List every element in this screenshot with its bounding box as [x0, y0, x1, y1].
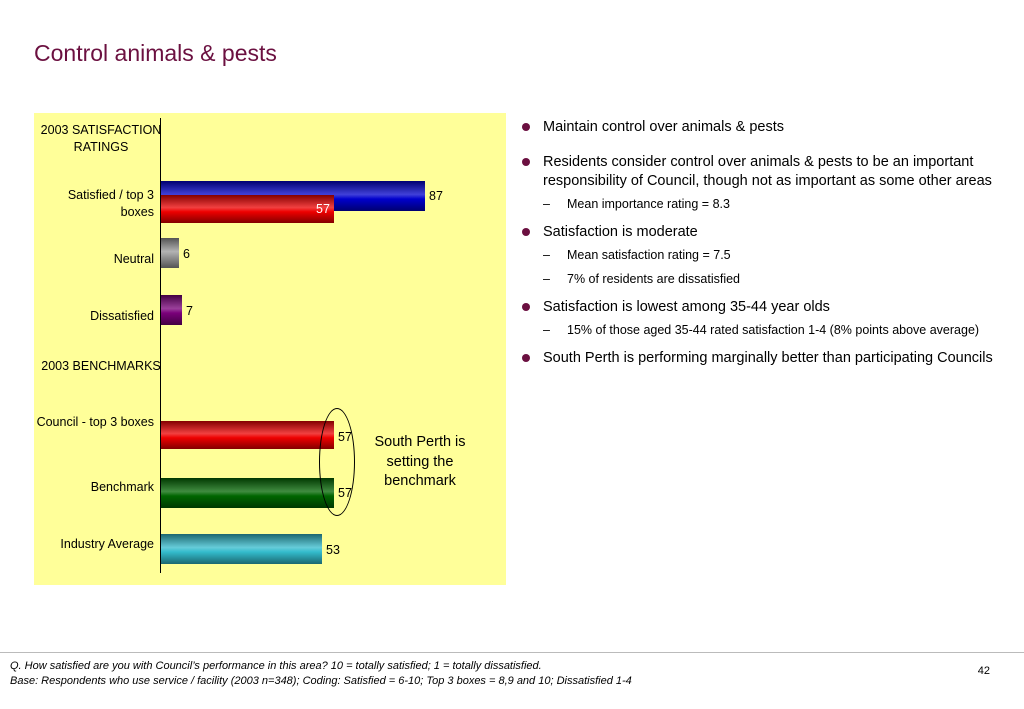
bullet-dot-icon [522, 123, 530, 131]
footer-divider [0, 652, 1024, 653]
dash-icon: – [543, 323, 550, 337]
bar [161, 295, 182, 325]
sub-bullet-item [543, 247, 1012, 264]
bar-value-label: 6 [183, 247, 190, 261]
sub-bullet-text: Mean importance rating = 8.3 [567, 197, 730, 211]
bar [161, 534, 322, 564]
bullet-item [522, 349, 1012, 368]
bullet-text: Residents consider control over animals & pests to be an important responsibility of Council, though not as important as some other areas [543, 154, 992, 189]
dash-icon: – [543, 248, 550, 262]
dash-icon: – [543, 272, 550, 286]
bar-value-label: 57 [338, 430, 352, 444]
sub-bullet-item [543, 196, 1012, 213]
sub-bullet-item [543, 271, 1012, 288]
bullet-text: South Perth is performing marginally better than participating Councils [543, 350, 993, 366]
bar-value-label: 57 [338, 486, 352, 500]
bullet-dot-icon [522, 228, 530, 236]
bullet-dot-icon [522, 303, 530, 311]
chart-panel [34, 113, 506, 585]
footnote [10, 659, 632, 689]
page-number: 42 [977, 665, 990, 677]
category-label: Dissatisfied [90, 309, 154, 323]
bullet-dot-icon [522, 354, 530, 362]
bar-value-label: 53 [326, 543, 340, 557]
bullet-list [522, 118, 1012, 384]
bullet-item [522, 153, 1012, 213]
benchmark-highlight-ellipse [319, 408, 355, 516]
bullet-item [522, 223, 1012, 288]
bullet-item [522, 118, 1012, 137]
sub-bullet-text: 15% of those aged 35-44 rated satisfaction 1-4 (8% points above average) [567, 323, 980, 337]
category-label: Council - top 3 boxes [36, 415, 154, 429]
category-label: Industry Average [60, 537, 154, 551]
bullet-item [522, 298, 1012, 339]
dash-icon: – [543, 197, 550, 211]
category-label: Satisfied / top 3 boxes [67, 188, 154, 219]
bullet-text: Maintain control over animals & pests [543, 119, 784, 135]
section-header-ratings: 2003 SATISFACTION RATINGS [40, 123, 162, 154]
bar [161, 478, 334, 508]
bar [161, 238, 179, 268]
sub-bullet-item [543, 322, 1012, 339]
bullet-dot-icon [522, 158, 530, 166]
bar [161, 195, 334, 223]
bar-value-label: 87 [429, 189, 443, 203]
footnote-question: Q. How satisfied are you with Council’s performance in this area? 10 = totally satisfied; 1 = totally dissatisfied. [10, 660, 542, 672]
bar-value-label: 7 [186, 304, 193, 318]
page-title: Control animals & pests [34, 40, 277, 66]
bar [161, 421, 334, 449]
sub-bullet-text: 7% of residents are dissatisfied [567, 272, 741, 286]
category-label: Benchmark [90, 480, 154, 494]
bar-value-label: 57 [316, 202, 330, 216]
chart-annotation: South Perth is setting the benchmark [374, 434, 466, 489]
category-label: Neutral [113, 252, 154, 266]
section-header-benchmarks: 2003 BENCHMARKS [41, 359, 161, 373]
footnote-base: Base: Respondents who use service / facility (2003 n=348); Coding: Satisfied = 6-10; Top 3 boxes = 8,9 and 10; Dissatisfied 1-4 [10, 675, 632, 687]
bullet-text: Satisfaction is moderate [543, 224, 698, 240]
sub-bullet-text: Mean satisfaction rating = 7.5 [567, 248, 731, 262]
bullet-text: Satisfaction is lowest among 35-44 year olds [543, 299, 830, 315]
